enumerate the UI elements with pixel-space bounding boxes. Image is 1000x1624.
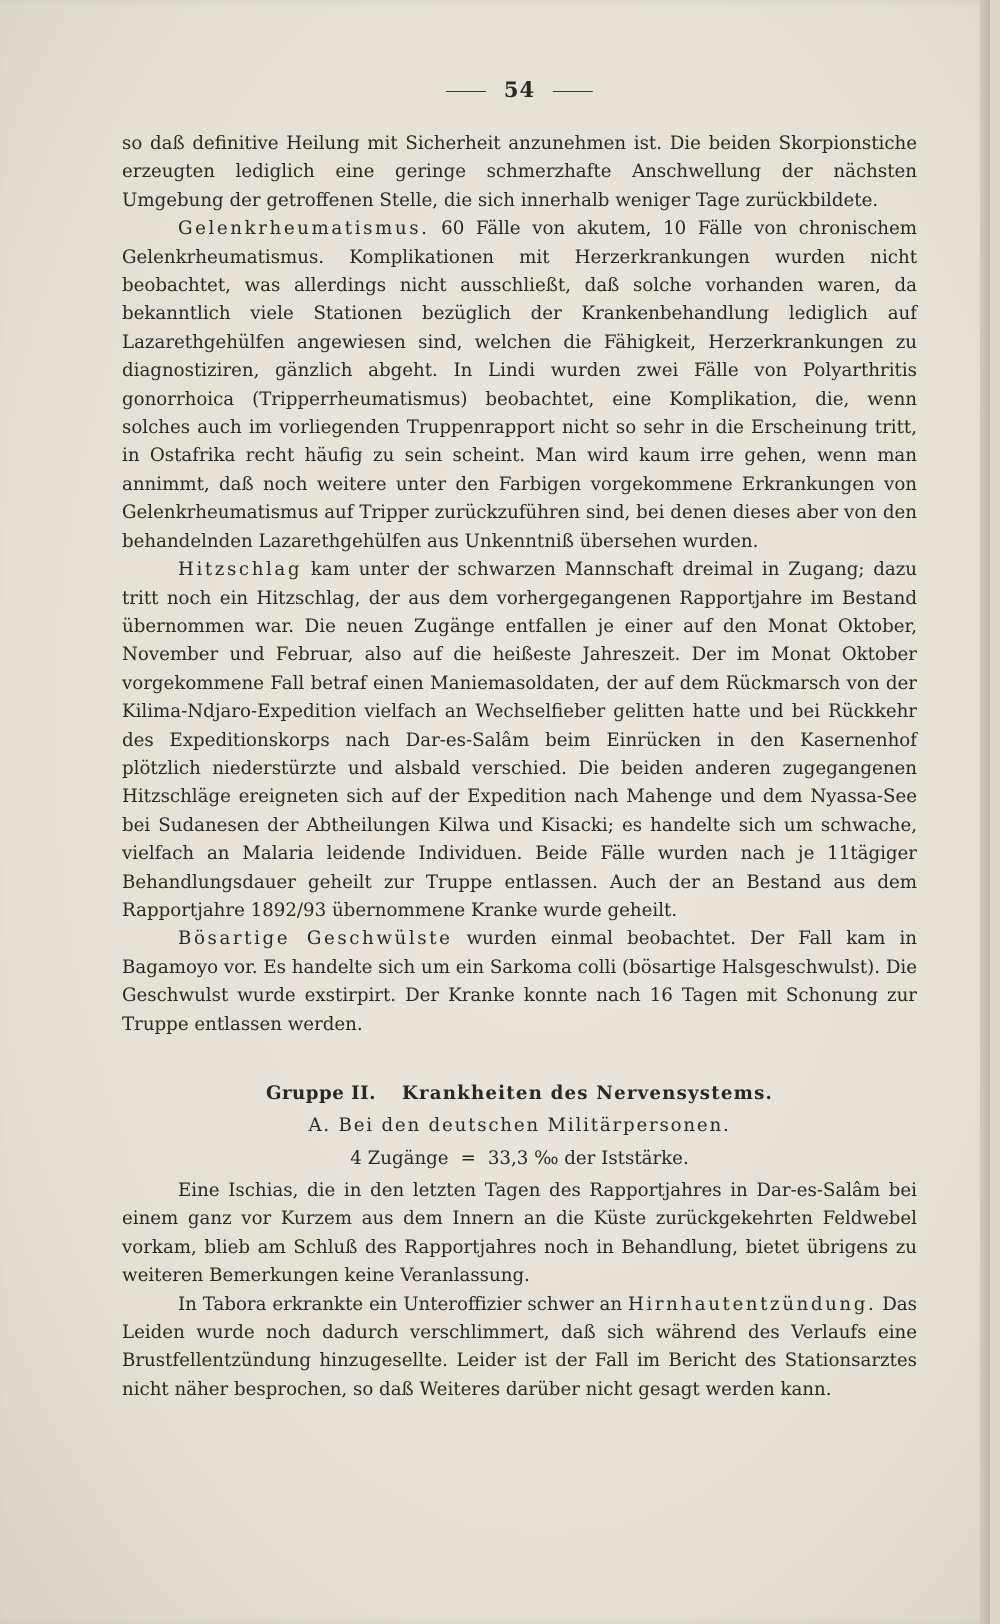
paragraph-hirnhaut-text: Das Leiden wurde noch dadurch verschlimmert, daß sich während des Verlaufs eine Brustfellentzündung hinzugesellte. Leider ist der Fall im Bericht des Stationsarztes nicht näher besprochen, so daß Weiteres darüber nicht gesagt werden kann. <box>122 1293 917 1400</box>
term-gelenkrheumatismus: Gelenkrheumatismus. <box>178 218 430 240</box>
rate-count: 4 Zugänge <box>350 1148 449 1169</box>
header-dash-right <box>553 91 593 92</box>
paragraph-geschwuelste-text: wurden einmal beobachtet. Der Fall kam in Bagamoyo vor. Es handelte sich um ein Sarkoma colli (bösartige Halsgeschwulst). Die Geschwulst wurde exstirpirt. Der Kranke konnte nach 16 Tagen mit Schonung zur Truppe entlassen werden. <box>122 928 917 1035</box>
term-hirnhautentzuendung: Hirnhautentzündung. <box>627 1293 877 1315</box>
term-geschwuelste: Bösartige Geschwülste <box>178 928 453 950</box>
page-header <box>122 70 917 110</box>
paragraph-skorpionstiche: so daß definitive Heilung mit Sicherheit anzunehmen ist. Die beiden Skorpionstiche erzeugten lediglich eine geringe schmerzhafte Anschwellung der nächsten Umgebung der getroffenen Stelle, die sich innerhalb weniger Tage zurückbildete. <box>122 133 917 211</box>
paragraph-gelenkrheumatismus-text: 60 Fälle von akutem, 10 Fälle von chronischem Gelenkrheumatismus. Komplikationen mit Herzerkrankungen wurden nicht beobachtet, was allerdings nicht ausschließt, daß solche vorhanden waren, da bekanntlich viele Stationen bezüglich der Krankenbehandlung lediglich auf Lazarethgehülfen angewiesen sind, welchen die Fähigkeit, Herzerkrankungen zu diagnostiziren, gänzlich abgeht. In Lindi wurden zwei Fälle von Polyarthritis gonorrhoica (Tripperrheumatismus) beobachtet, eine Komplikation, die, wenn solches auch im vorliegenden Truppenrapport nicht so sehr in die Erscheinung tritt, in Ostafrika recht häufig zu sein scheint. Man wird kaum irre gehen, wenn man annimmt, daß noch weitere unter den Farbigen vorgekommene Erkrankungen von Gelenkrheumatismus auf Tripper zurückzuführen sind, bei denen dieses aber von den behandelnden Lazarethgehülfen aus Unkenntniß übersehen wurden. <box>122 218 917 552</box>
header-dash-left <box>446 91 486 92</box>
group-label: Gruppe II. <box>265 1083 376 1104</box>
rate-equals: = <box>460 1148 476 1169</box>
group-title: Krankheiten des Nervensystems. <box>401 1083 774 1104</box>
page-number: 54 <box>503 77 536 102</box>
subsection-heading: A. Bei den deutschen Militärpersonen. <box>308 1115 731 1136</box>
group-heading <box>122 1077 917 1111</box>
paragraph-geschwuelste <box>122 925 917 1039</box>
paragraph-hirnhautentzuendung <box>122 1291 917 1405</box>
page-edge-shadow <box>980 0 990 1624</box>
page-text-block <box>122 70 917 1404</box>
paragraph-ischias: Eine Ischias, die in den letzten Tagen des Rapportjahres in Dar-es-Salâm bei einem ganz vor Kurzem aus dem Innern an die Küste zurückgekehrten Feldwebel vorkam, blieb am Schluß des Rapportjahres noch in Behandlung, bietet übrigens zu weiteren Bemerkungen keine Veranlassung. <box>122 1180 917 1287</box>
rate-line <box>122 1141 917 1177</box>
section-gap <box>122 1039 917 1077</box>
rate-value: 33,3 ‰ der Iststärke. <box>487 1148 689 1169</box>
paragraph-hitzschlag-text: kam unter der schwarzen Mannschaft dreimal in Zugang; dazu tritt noch ein Hitzschlag, der aus dem vorhergegangenen Rapportjahre im Bestand übernommen war. Die neuen Zugänge entfallen je einer auf den Monat Oktober, November und Februar, also auf die heißeste Jahreszeit. Der im Monat Oktober vorgekommene Fall betraf einen Maniemasoldaten, der auf dem Rückmarsch von der Kilima-Ndjaro-Expedition vielfach an Wechselfieber gelitten hatte und bei Rückkehr des Expeditionskorps nach Dar-es-Salâm beim Einrücken in den Kasernenhof plötzlich niederstürzte und alsbald verschied. Die beiden anderen zugegangenen Hitzschläge ereigneten sich auf der Expedition nach Mahenge und dem Nyassa-See bei Sudanesen der Abtheilungen Kilwa und Kisacki; es handelte sich um schwache, vielfach an Malaria leidende Individuen. Beide Fälle wurden nach je 11tägiger Behandlungsdauer geheilt zur Truppe entlassen. Auch der an Bestand aus dem Rapportjahre 1892/93 übernommene Kranke wurde geheilt. <box>122 559 917 921</box>
term-hitzschlag: Hitzschlag <box>178 559 303 581</box>
paragraph-hitzschlag <box>122 556 917 925</box>
paragraph-hirnhaut-pre: In Tabora erkrankte ein Unteroffizier schwer an <box>178 1293 623 1315</box>
paragraph-gelenkrheumatismus <box>122 215 917 556</box>
